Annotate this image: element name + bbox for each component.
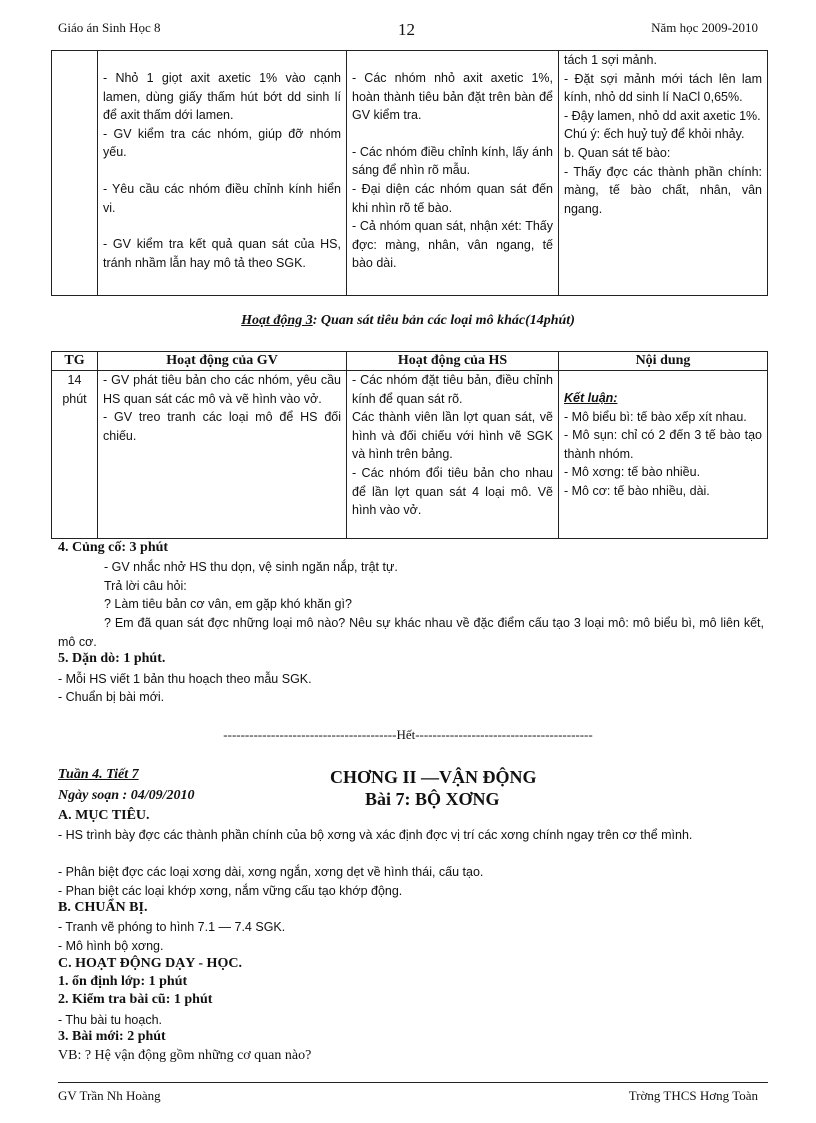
activity3-table [51, 351, 768, 539]
header-left: Giáo án Sinh Học 8 [58, 20, 161, 35]
gv-line: - GV phát tiêu bản cho các nhóm, yêu cầu HS quan sát các mô và vẽ hình vào vở. [103, 373, 341, 406]
section4-line: ? Làm tiêu bản cơ vân, em gặp khó khăn gì? [104, 597, 352, 611]
sectionC-step1: 1. ổn định lớp: 1 phút [58, 974, 188, 989]
content-cell [559, 371, 768, 539]
sectionC-title: C. HOẠT ĐỘNG DẠY - HỌC. [58, 956, 242, 971]
content-line: tách 1 sợi mảnh. [564, 53, 657, 67]
content-line: - Đậy lamen, nhỏ dd axit axetic 1%. [564, 108, 761, 123]
hs-line: - Các nhóm nhỏ axit axetic 1%, hoàn thành tiêu bản đặt trên bàn để GV kiểm tra. [352, 71, 553, 123]
gv-line: - Nhỏ 1 giọt axit axetic 1% vào cạnh lamen, dùng giấy thấm hút bớt dd sinh lí để axit thấm dới lamen. [103, 71, 341, 123]
sectionA-title: A. MỤC TIÊU. [58, 808, 150, 823]
lesson-date: Ngày soạn : 04/09/2010 [58, 788, 195, 803]
gv-cell [98, 371, 347, 539]
time-cell [52, 51, 98, 296]
header-content: Nội dung [559, 352, 768, 371]
footer-left: GV Trần Nh Hoàng [58, 1088, 161, 1103]
content-line: - Mô biểu bì: tế bào xếp xít nhau. [564, 409, 747, 424]
lesson-week: Tuần 4. Tiết 7 [58, 767, 139, 782]
chapter-title: CHƠNG II —VẬN ĐỘNG [330, 767, 537, 787]
time-value: 14 phút [62, 373, 87, 406]
sectionB-item: - Tranh vẽ phóng to hình 7.1 — 7.4 SGK. [58, 920, 286, 934]
gv-cell [98, 51, 347, 296]
hs-line: - Các nhóm điều chỉnh kính, lấy ánh sáng để nhìn rõ mẫu. [352, 144, 553, 178]
lesson-title: Bài 7: BỘ XƠNG [365, 789, 500, 809]
section5-line: - Mỗi HS viết 1 bản thu hoạch theo mẫu SGK. [58, 672, 312, 686]
sectionB-title: B. CHUẨN BỊ. [58, 900, 148, 915]
section4-line: - GV nhắc nhở HS thu dọn, vệ sinh ngăn nắp, trật tự. [104, 560, 398, 574]
sectionB-item: - Mô hình bộ xơng. [58, 939, 164, 953]
hs-cell [347, 371, 559, 539]
section4-line: Trả lời câu hỏi: [104, 579, 187, 593]
conclusion-label: Kết luận: [564, 391, 618, 405]
content-line: - Đặt sợi mảnh mới tách lên lam kính, nhỏ dd sinh lí NaCl 0,65%. [564, 71, 762, 105]
sectionC-step2-item: - Thu bài tu hoạch. [58, 1013, 163, 1027]
end-marker: ----------------------------------------Hết----------------------------------------- [223, 727, 593, 742]
activity3-label: Hoạt động 3 [241, 313, 313, 328]
sectionA-item: - Phân biệt đợc các loại xơng dài, xơng ngắn, xơng dẹt về hình thái, cấu tạo. [58, 865, 484, 879]
hs-cell [347, 51, 559, 296]
sectionC-step2: 2. Kiểm tra bài cũ: 1 phút [58, 992, 213, 1007]
gv-line: - GV kiểm tra các nhóm, giúp đỡ nhóm yếu. [103, 126, 341, 160]
footer-divider [58, 1082, 768, 1083]
content-line: Chú ý: ếch huỷ tuỷ để khỏi nhảy. [564, 127, 745, 142]
hs-line: - Các nhóm đặt tiêu bản, điều chỉnh kính để quan sát rõ. [352, 373, 553, 406]
content-line: - Thấy đợc các thành phần chính: màng, tế bào chất, nhân, vân ngang. [564, 164, 762, 216]
header-gv: Hoạt động của GV [98, 352, 347, 371]
content-line: - Mô sụn: chỉ có 2 đến 3 tế bào tạo thành nhóm. [564, 428, 762, 461]
section5-title: 5. Dặn dò: 1 phút. [58, 651, 166, 666]
section4-title: 4. Củng cố: 3 phút [58, 540, 169, 555]
gv-line: - Yêu cầu các nhóm điều chỉnh kính hiển vi. [103, 181, 341, 215]
content-line: - Mô cơ: tế bào nhiều, dài. [564, 483, 710, 498]
header-tg: TG [52, 352, 98, 371]
activity3-title [0, 313, 816, 329]
hs-line: - Các nhóm đổi tiêu bản cho nhau để lần lợt quan sát 4 loại mô. Vẽ hình vào vở. [352, 465, 553, 518]
content-cell [559, 51, 768, 296]
footer-right: Trờng THCS Hơng Toàn [628, 1088, 758, 1103]
hs-line: - Đại diện các nhóm quan sát đến khi nhìn rõ tế bào. [352, 181, 553, 215]
content-line: b. Quan sát tế bào: [564, 145, 671, 160]
section4-line: ? Em đã quan sát đợc những loại mô nào? Nêu sự khác nhau về đặc điểm cấu tạo 3 loại mô: mô biểu bì, mô liên kết, mô cơ. [58, 616, 764, 649]
activity3-text: : Quan sát tiêu bản các loại mô khác(14phút) [312, 313, 575, 328]
hs-line: - Cả nhóm quan sát, nhận xét: Thấy đợc: màng, nhân, vân ngang, tế bào dài. [352, 219, 553, 271]
content-line: - Mô xơng: tế bào nhiều. [564, 465, 701, 480]
sectionC-step3-item: VB: ? Hệ vận động gồm những cơ quan nào? [58, 1048, 312, 1063]
sectionA-item: - Phan biệt các loại khớp xơng, nắm vững cấu tạo khớp động. [58, 884, 403, 898]
activity2-table-continued [51, 50, 768, 296]
page-number: 12 [398, 20, 415, 39]
header-right: Năm học 2009-2010 [651, 20, 758, 35]
sectionC-step3: 3. Bài mới: 2 phút [58, 1029, 166, 1044]
header-hs: Hoạt động của HS [347, 352, 559, 371]
hs-line: Các thành viên lần lợt quan sát, vẽ hình và đối chiếu với hình vẽ SGK và hình trên bảng. [352, 410, 553, 462]
gv-line: - GV kiểm tra kết quả quan sát của HS, tránh nhầm lẫn hay mô tả theo SGK. [103, 237, 341, 270]
sectionA-item: - HS trình bày đợc các thành phần chính của bộ xơng và xác định đợc vị trí các xơng chính ngay trên cơ thể mình. [58, 828, 693, 842]
gv-line: - GV treo tranh các loại mô để HS đối chiếu. [103, 410, 341, 443]
section5-line: - Chuẩn bị bài mới. [58, 690, 165, 704]
time-cell [52, 371, 98, 539]
